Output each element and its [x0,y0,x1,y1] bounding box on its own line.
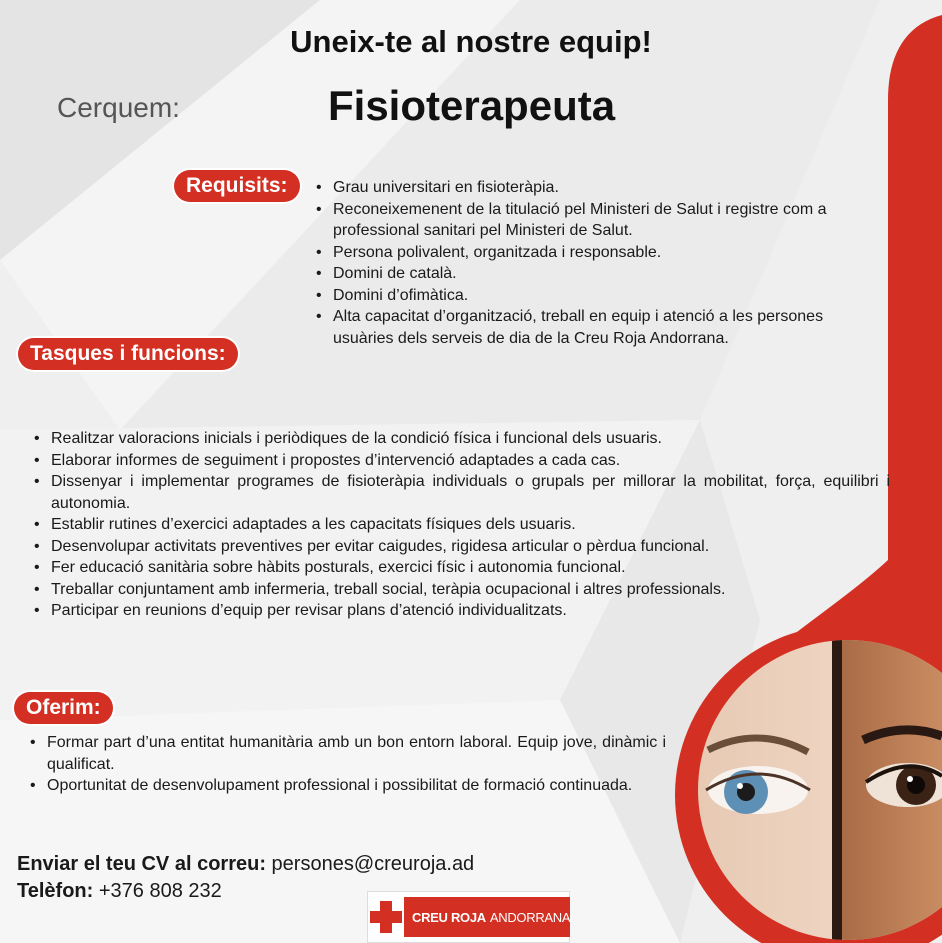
job-position-title: Fisioterapeuta [328,82,616,129]
logo-wordmark [404,897,570,937]
list-item: • Persona polivalent, organitzada i responsable. [316,242,876,264]
page-title: Uneix-te al nostre equip! [290,24,652,59]
requirements-label: Requisits: [174,170,300,202]
offer-list [30,732,666,797]
offer-label: Oferim: [14,692,113,724]
contact-phone-line [17,880,222,903]
list-item: • Formar part d’una entitat humanitària amb un bon entorn laboral. Equip jove, dinàmic i qualificat. [30,732,666,775]
creu-roja-logo [367,891,570,943]
list-item: • Fer educació sanitària sobre hàbits posturals, exercici físic i autonomia funcional. [34,557,890,579]
list-item: • Desenvolupar activitats preventives per evitar caigudes, rigidesa articular o pèrdua funcional. [34,536,890,558]
tasks-list [34,428,890,622]
phone-number: +376 808 232 [98,880,222,902]
list-item: • Grau universitari en fisioteràpia. [316,177,876,199]
logo-name-light: ANDORRANA [489,909,571,925]
list-item: • Alta capacitat d’organització, treball en equip i atenció a les persones usuàries dels serveis de dia de la Creu Roja Andorrana. [316,306,876,349]
contact-email-line [17,853,474,876]
email-link[interactable]: persones@creuroja.ad [271,853,475,875]
red-cross-icon [368,892,404,942]
lead-text: Cerquem: [57,92,180,123]
phone-label: Telèfon: [17,880,94,902]
list-item: • Reconeixemenent de la titulació pel Ministeri de Salut i registre com a professional sanitari pel Ministeri de Salut. [316,199,876,242]
email-label: Enviar el teu CV al correu: [17,853,266,875]
list-item: • Domini de català. [316,263,876,285]
faces-photo [688,640,942,943]
logo-name-bold: CREU ROJA [412,909,486,925]
list-item: • Oportunitat de desenvolupament professional i possibilitat de formació continuada. [30,775,666,797]
list-item: • Treballar conjuntament amb infermeria, treball social, teràpia ocupacional i altres professionals. [34,579,890,601]
list-item: • Elaborar informes de seguiment i propostes d’intervenció adaptades a cada cas. [34,450,890,472]
list-item: • Dissenyar i implementar programes de fisioteràpia individuals o grupals per millorar la mobilitat, força, equilibri i autonomia. [34,471,890,514]
tasks-label: Tasques i funcions: [18,338,238,370]
requirements-list [316,177,876,349]
list-item: • Participar en reunions d’equip per revisar plans d’atenció individualitzats. [34,600,890,622]
list-item: • Realitzar valoracions inicials i periòdiques de la condició física i funcional dels usuaris. [34,428,890,450]
list-item: • Establir rutines d’exercici adaptades a les capacitats físiques dels usuaris. [34,514,890,536]
list-item: • Domini d’ofimàtica. [316,285,876,307]
